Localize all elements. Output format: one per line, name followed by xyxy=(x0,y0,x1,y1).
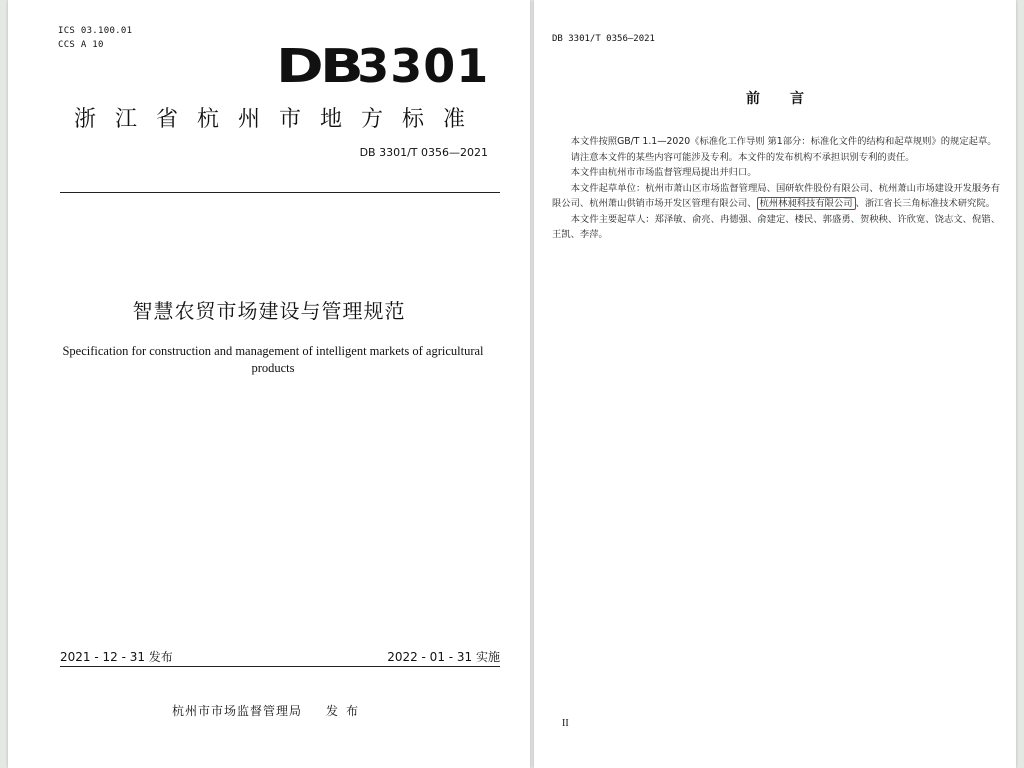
issue-action: 发布 xyxy=(326,704,367,718)
foreword-paragraph: 请注意本文件的某些内容可能涉及专利。本文件的发布机构不承担识别专利的责任。 xyxy=(570,151,915,163)
release-date: 2021 - 12 - 31 发布 xyxy=(60,650,173,664)
foreword-paragraph: 本文件由杭州市市场监督管理局提出并归口。 xyxy=(570,167,757,178)
bottom-divider xyxy=(60,666,500,667)
standard-code: DB 3301/T 0356—2021 xyxy=(359,146,488,159)
foreword-title: 前言 xyxy=(746,91,834,107)
foreword-body xyxy=(552,134,1000,243)
db-number: 3301 xyxy=(357,39,490,93)
top-divider xyxy=(60,192,500,193)
drafter-units-before: 本文件起草单位：杭州市萧山区市场监督管理局、国研软件股份有限公司、杭州萧山市场建设开发服务有限公司、杭州萧山供销市场开发区管理有限公司、 xyxy=(552,182,1000,209)
cover-page xyxy=(8,0,530,768)
issuer-line xyxy=(8,702,530,719)
foreword-page xyxy=(534,0,1016,768)
foreword-paragraph-drafters xyxy=(552,181,1000,212)
foreword-header-code: DB 3301/T 0356—2021 xyxy=(552,34,655,44)
drafter-units-after: 、浙江省长三角标准技术研究院。 xyxy=(855,198,995,209)
page-number: II xyxy=(562,718,569,729)
standard-name: 浙江省杭州市地方标准 xyxy=(73,107,484,132)
foreword-paragraph: 本文件按照GB/T 1.1—2020《标准化工作导则 第1部分：标准化文件的结构和起草规则》的规定起草。 xyxy=(570,136,997,147)
ics-code: ICS 03.100.01 xyxy=(58,26,133,36)
highlighted-company: 杭州林昶科技有限公司 xyxy=(757,197,856,210)
db-standard-mark xyxy=(276,40,489,92)
foreword-paragraph: 本文件主要起草人：郑泽敏、俞亮、冉德强、俞建定、楼民、郭盛勇、贺秧秧、许欣宽、饶志文、倪锴、王凯、李萍。 xyxy=(552,213,1000,240)
db-logo: DB xyxy=(276,39,361,93)
document-title-zh: 智慧农贸市场建设与管理规范 xyxy=(132,299,406,323)
document-title-en: Specification for construction and management of intelligent markets of agricultural products xyxy=(62,344,484,375)
implement-date: 2022 - 01 - 31 实施 xyxy=(387,650,500,664)
ccs-code: CCS A 10 xyxy=(58,40,104,50)
issuer-name: 杭州市市场监督管理局 xyxy=(171,704,302,718)
